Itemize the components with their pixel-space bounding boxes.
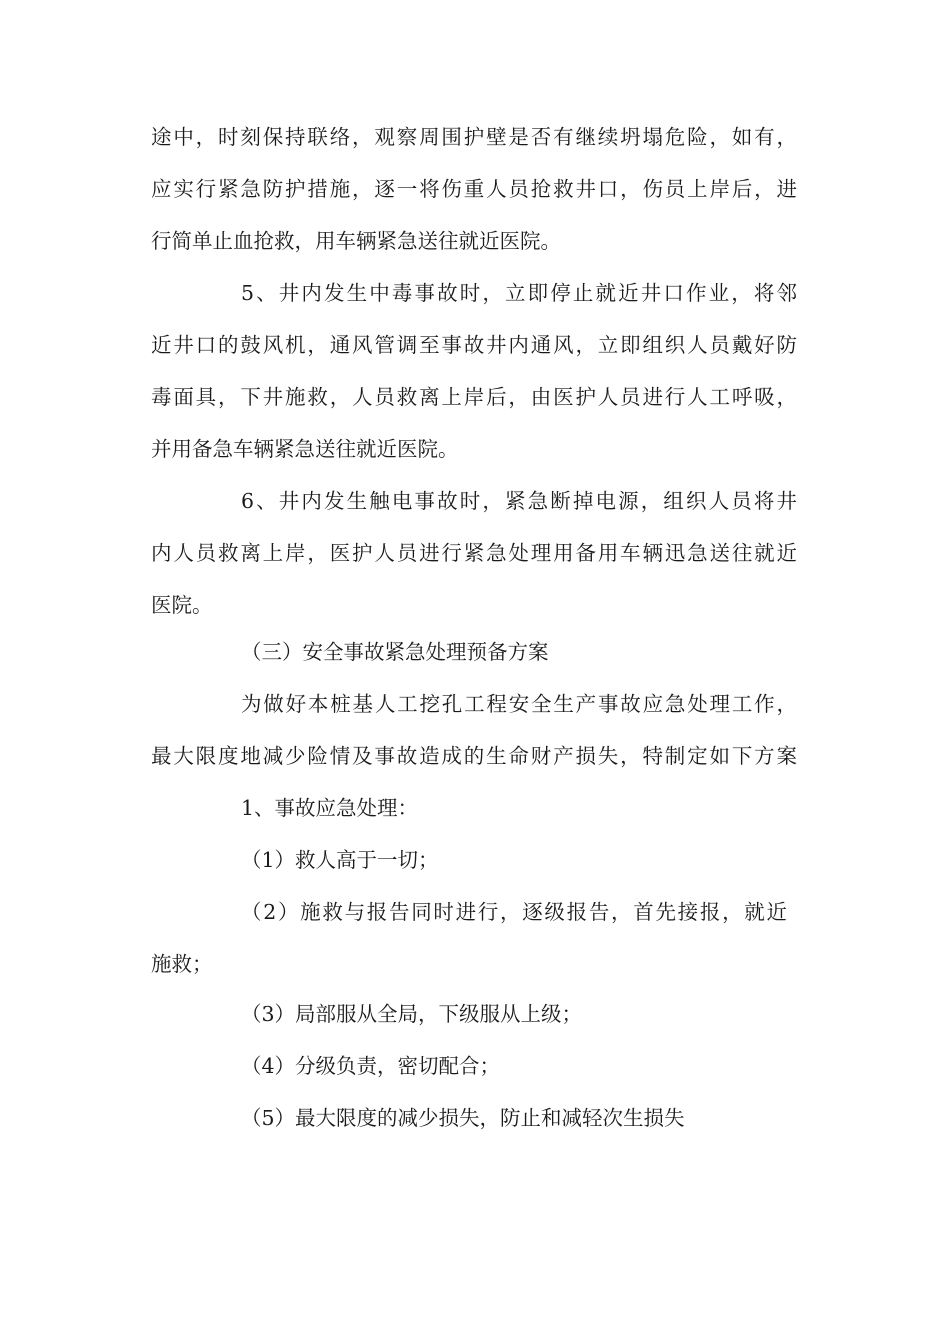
text-line: 并用备急车辆紧急送往就近医院。 [151,437,459,461]
text-line: 行简单止血抢救，用车辆紧急送往就近医院。 [151,229,561,253]
text-line: 毒面具，下井施救，人员救离上岸后，由医护人员进行人工呼吸， [151,385,797,409]
text-line: 近井口的鼓风机，通风管调至事故井内通风，立即组织人员戴好防 [151,333,797,357]
list-item: （2）施救与报告同时进行，逐级报告，首先接报，就近 [241,900,787,924]
section-heading: （三）安全事故紧急处理预备方案 [241,640,549,664]
text-line: 最大限度地减少险情及事故造成的生命财产损失，特制定如下方案 [151,744,797,768]
list-item: （5）最大限度的减少损失，防止和减轻次生损失 [241,1106,685,1130]
text-line: 医院。 [151,593,213,617]
text-line: 施救； [151,952,213,976]
text-line: 5、井内发生中毒事故时，立即停止就近井口作业，将邻 [241,281,797,305]
list-item: （4）分级负责，密切配合； [241,1054,501,1078]
text-line: 内人员救离上岸，医护人员进行紧急处理用备用车辆迅急送往就近 [151,541,797,565]
list-item: （1）救人高于一切； [241,848,439,872]
text-line: 应实行紧急防护措施，逐一将伤重人员抢救井口，伤员上岸后，进 [151,177,797,201]
text-line: 6、井内发生触电事故时，紧急断掉电源，组织人员将井 [241,489,797,513]
text-line: 1、事故应急处理： [241,796,419,820]
list-item: （3）局部服从全局，下级服从上级； [241,1002,583,1026]
text-line: 途中，时刻保持联络，观察周围护壁是否有继续坍塌危险，如有， [151,125,797,149]
text-line: 为做好本桩基人工挖孔工程安全生产事故应急处理工作， [241,692,797,716]
